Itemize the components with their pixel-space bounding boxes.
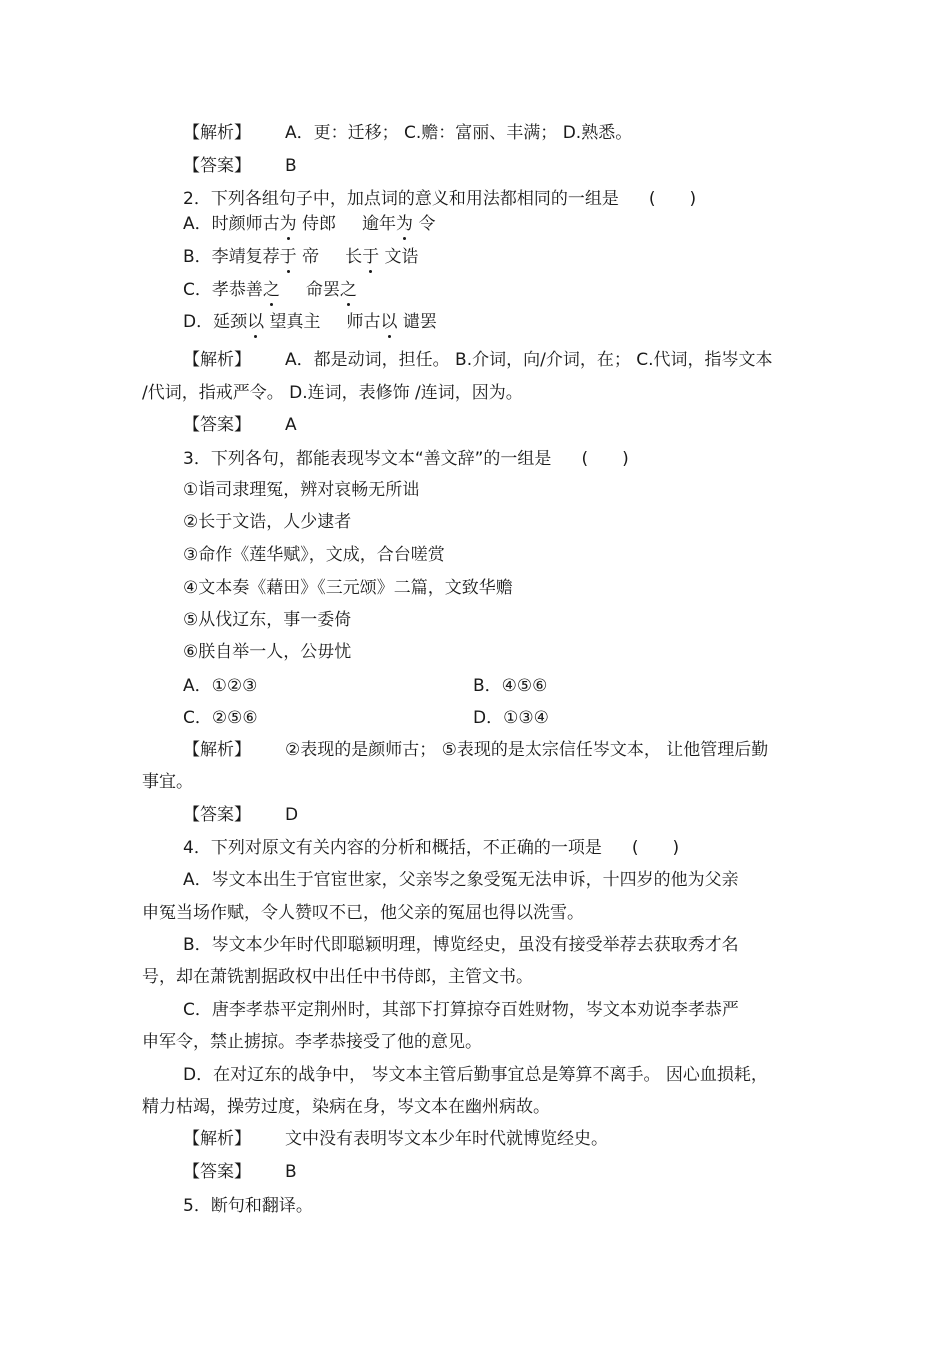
answer-tag: 【答案】 [183, 156, 251, 176]
answer-text: D [285, 805, 299, 825]
option-a [183, 676, 257, 696]
q2-option-c [183, 279, 357, 301]
option-text: 令 [418, 214, 436, 234]
option-d [473, 707, 549, 729]
option-label: A． [183, 676, 212, 696]
analysis-text: 事宜。 [142, 772, 193, 792]
analysis-tag: 【解析】 [183, 740, 251, 760]
analysis-text: A．更：迁移； C.赡：富丽、丰满； D.熟悉。 [285, 123, 633, 143]
option-text: 望真主 [269, 312, 321, 332]
q4-option-c-cont: 申军令，禁止掳掠。李孝恭接受了他的意见。 [142, 1032, 482, 1052]
q4-option-c: C．唐李孝恭平定荆州时，其部下打算掠夺百姓财物，岑文本劝说李孝恭严 [183, 1000, 739, 1020]
option-text: 文诰 [384, 247, 419, 267]
analysis-text: A．都是动词，担任。 B.介词，向/介词，在； C.代词，指岑文本 [285, 350, 773, 370]
q3-item: ①诣司隶理冤，辨对哀畅无所诎 [183, 480, 420, 500]
option-label: D． [183, 312, 214, 332]
q3-analysis-cont [142, 771, 193, 793]
dotted-word: 于 [279, 247, 297, 267]
question-text: 2．下列各组句子中，加点词的意义和用法都相同的一组是 [183, 189, 619, 209]
answer-text: B [285, 156, 297, 176]
answer-blank: ( ) [631, 838, 680, 858]
q4-option-d-cont: 精力枯竭，操劳过度，染病在身，岑文本在幽州病故。 [142, 1097, 550, 1117]
q4-option-a-cont: 申冤当场作赋，令人赞叹不已，他父亲的冤屈也得以洗雪。 [142, 903, 584, 923]
q3-item: ⑤从伐辽东，事一委倚 [183, 610, 352, 630]
option-text: ①②③ [211, 676, 258, 696]
dotted-word: 以 [247, 312, 265, 332]
q2-answer [183, 414, 297, 436]
q4-answer [183, 1161, 297, 1183]
option-text: ①③④ [503, 708, 549, 728]
option-b [473, 675, 547, 697]
q3-item: ③命作《莲华赋》，文成，合台嗟赏 [183, 545, 445, 565]
dotted-word: 之 [339, 280, 357, 300]
option-text: 延颈 [213, 312, 248, 332]
answer-tag: 【答案】 [183, 805, 251, 825]
q2-analysis [183, 349, 773, 371]
option-text: 孝恭善 [211, 280, 263, 300]
answer-tag: 【答案】 [183, 1162, 251, 1182]
question-text: 4．下列对原文有关内容的分析和概括，不正确的一项是 [183, 838, 602, 858]
option-label: C． [183, 708, 212, 728]
answer-blank: ( ) [581, 449, 629, 469]
q2-analysis-cont [142, 382, 523, 404]
answer-text: A [285, 415, 297, 435]
option-text: ④⑤⑥ [501, 676, 548, 696]
q2-option-b [183, 246, 418, 268]
q4-option-a: A．岑文本出生于官宦世家，父亲岑之象受冤无法申诉，十四岁的他为父亲 [183, 870, 739, 890]
q1-analysis [183, 122, 632, 144]
q4-analysis [183, 1128, 608, 1150]
option-text: 谴罢 [402, 312, 437, 332]
analysis-text: ②表现的是颜师古； ⑤表现的是太宗信任岑文本， 让他管理后勤 [285, 740, 769, 760]
analysis-tag: 【解析】 [183, 123, 251, 143]
option-text: 时颜师古 [211, 214, 280, 234]
q1-answer [183, 155, 297, 177]
q3-options-row1 [183, 675, 783, 697]
q3-analysis [183, 739, 768, 761]
dotted-word: 为 [279, 214, 297, 234]
option-text: ②⑤⑥ [211, 708, 258, 728]
q3-item: ②长于文诰，人少逮者 [183, 512, 352, 532]
answer-tag: 【答案】 [183, 415, 251, 435]
answer-blank: ( ) [648, 189, 697, 209]
analysis-tag: 【解析】 [183, 1129, 251, 1149]
option-text: 侍郎 [302, 214, 337, 234]
q2-option-d [183, 311, 437, 333]
option-text: 帝 [302, 247, 320, 267]
analysis-tag: 【解析】 [183, 350, 251, 370]
q4-option-d: D．在对辽东的战争中， 岑文本主管后勤事宜总是筹算不离手。 因心血损耗， [183, 1065, 768, 1085]
dotted-word: 以 [380, 312, 398, 332]
option-label: D． [473, 708, 504, 728]
q3-answer [183, 804, 298, 826]
q3-item: ④文本奏《藉田》《三元颂》二篇，文致华赡 [183, 578, 513, 598]
option-text: 长 [345, 247, 363, 267]
dotted-word: 于 [362, 247, 380, 267]
q3-item: ⑥朕自举一人，公毋忧 [183, 642, 352, 662]
q4-option-b-cont: 号，却在萧铣割据政权中出任中书侍郎，主管文书。 [142, 967, 533, 987]
q3-stem [183, 448, 629, 470]
q5-stem: 5．断句和翻译。 [183, 1196, 313, 1216]
q4-option-b: B．岑文本少年时代即聪颖明理，博览经史，虽没有接受举荐去获取秀才名 [183, 935, 739, 955]
option-text: 师古 [346, 312, 381, 332]
option-label: B． [473, 676, 502, 696]
analysis-text: 文中没有表明岑文本少年时代就博览经史。 [285, 1129, 608, 1149]
dotted-word: 之 [262, 280, 280, 300]
option-text: 逾年 [362, 214, 397, 234]
option-label: C． [183, 280, 212, 300]
option-label: B． [183, 247, 212, 267]
q2-stem [183, 188, 696, 210]
q4-stem [183, 837, 679, 859]
answer-text: B [285, 1162, 297, 1182]
option-label: A． [183, 214, 212, 234]
q2-option-a [183, 213, 435, 235]
question-text: 3．下列各句，都能表现岑文本“善文辞”的一组是 [183, 449, 552, 469]
option-text: 李靖复荐 [211, 247, 280, 267]
analysis-text: /代词，指戒严令。 D.连词，表修饰 /连词，因为。 [142, 383, 523, 403]
option-text: 命罢 [305, 280, 340, 300]
dotted-word: 为 [396, 214, 414, 234]
option-c [183, 708, 258, 728]
q3-options-row2 [183, 707, 783, 729]
